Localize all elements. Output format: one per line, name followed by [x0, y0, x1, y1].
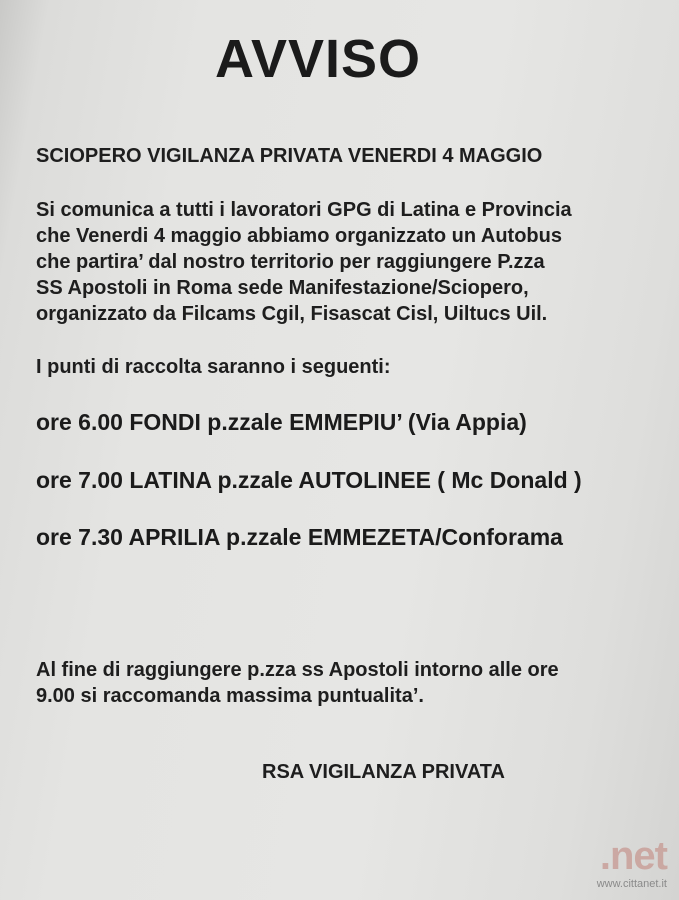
pickup-intro [36, 354, 391, 380]
body-line: che Venerdi 4 maggio abbiamo organizzato un Autobus [36, 225, 562, 247]
closing-line: 9.00 si raccomanda massima puntualita’. [36, 685, 424, 707]
body-line: organizzato da Filcams Cgil, Fisascat Cisl, Uiltucs Uil. [36, 303, 548, 325]
watermark-url: www.cittanet.it [596, 878, 667, 890]
notice-title: AVVISO [214, 29, 422, 89]
pickup-stop-fondi: ore 6.00 FONDI p.zzale EMMEPIU’ (Via Appia) [36, 409, 527, 435]
closing-line: Al fine di raggiungere p.zza ss Apostoli intorno alle ore [36, 659, 559, 681]
notice-body [36, 197, 572, 327]
notice-signature: RSA VIGILANZA PRIVATA [262, 761, 505, 783]
pickup-stop-latina: ore 7.00 LATINA p.zzale AUTOLINEE ( Mc Donald ) [36, 467, 582, 493]
closing-paragraph [36, 657, 559, 709]
notice-subject: SCIOPERO VIGILANZA PRIVATA VENERDI 4 MAGGIO [36, 145, 543, 167]
body-line: che partira’ dal nostro territorio per raggiungere P.zza [36, 251, 545, 273]
body-line: SS Apostoli in Roma sede Manifestazione/Sciopero, [36, 277, 529, 299]
watermark-logo: .net [599, 834, 667, 878]
site-watermark [597, 836, 667, 890]
body-line: Si comunica a tutti i lavoratori GPG di Latina e Provincia [36, 199, 572, 221]
intro-line: I punti di raccolta saranno i seguenti: [36, 356, 391, 378]
pickup-stop-aprilia: ore 7.30 APRILIA p.zzale EMMEZETA/Conforama [36, 524, 563, 550]
